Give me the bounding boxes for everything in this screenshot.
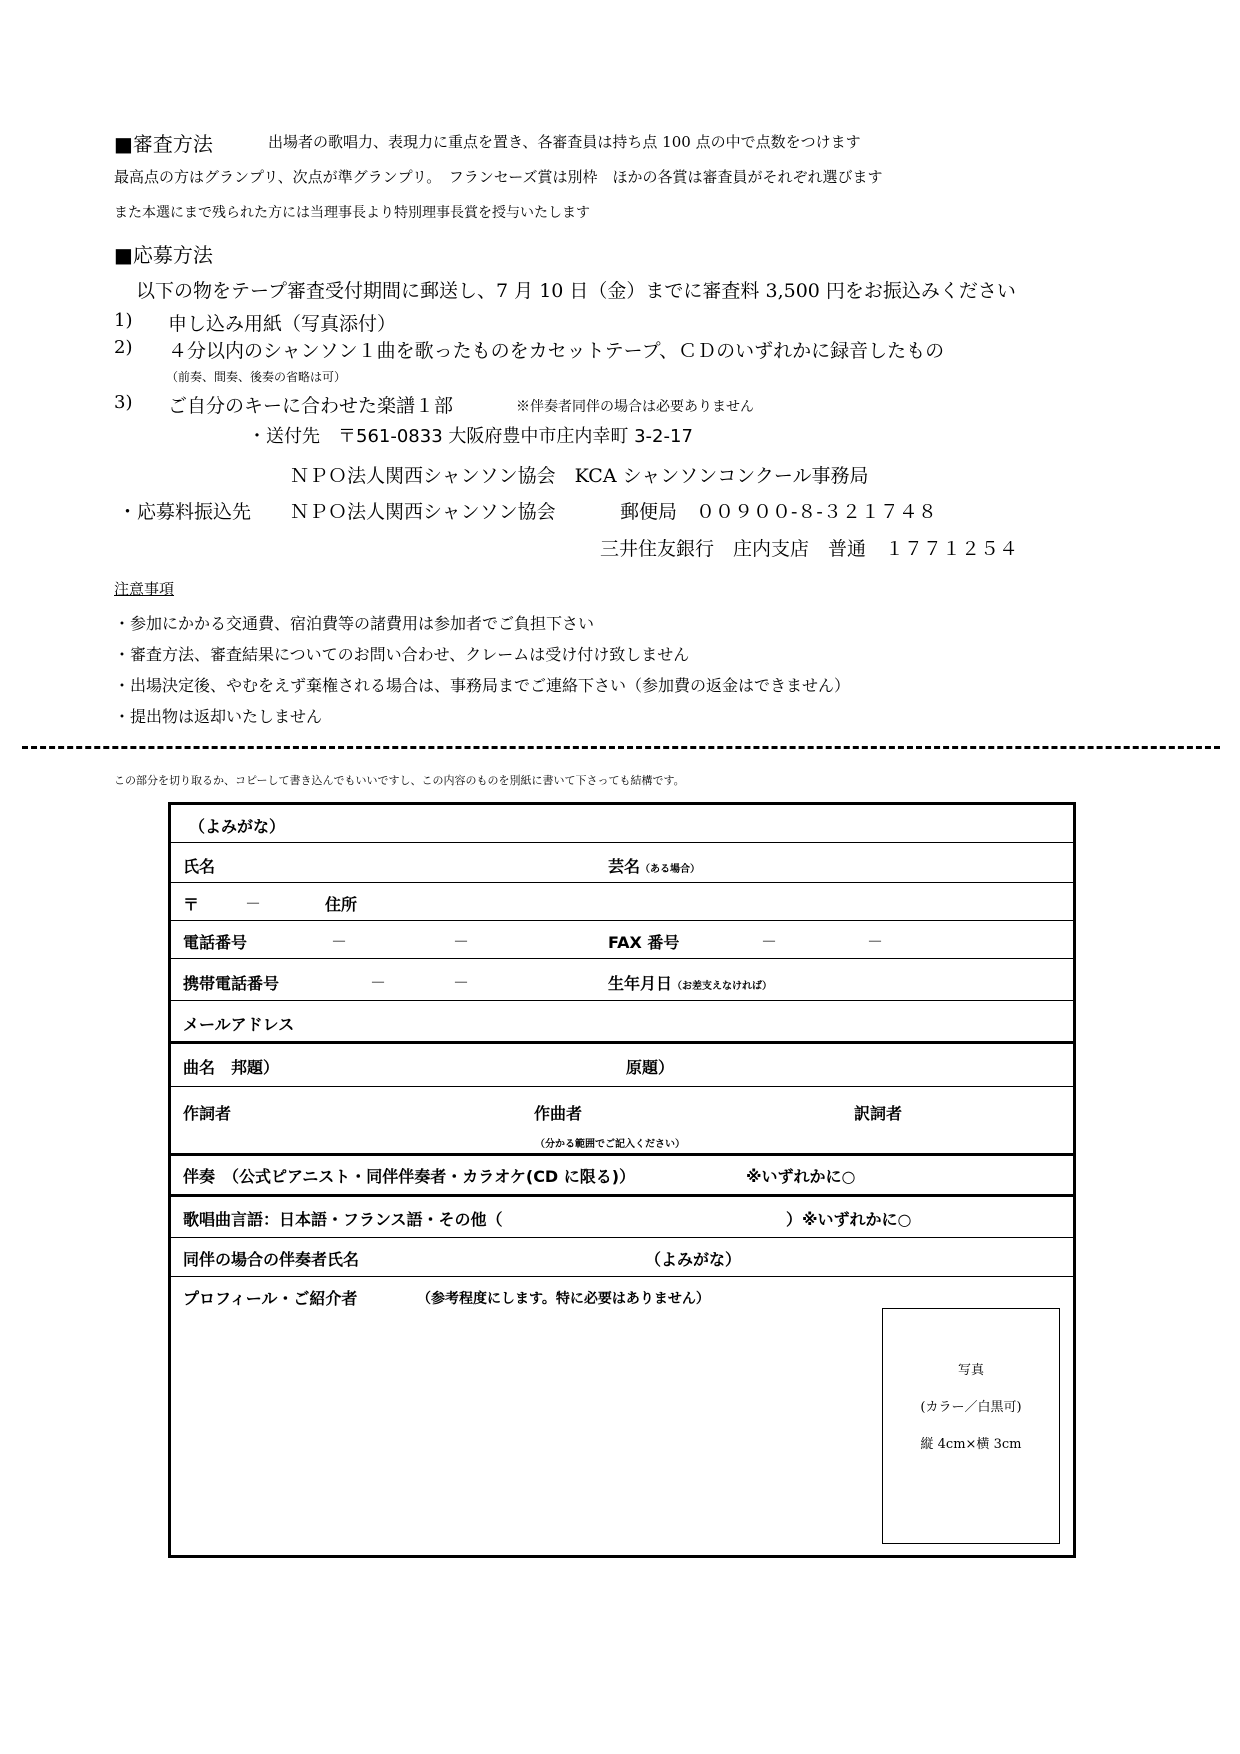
photo-box [882, 1308, 1060, 1544]
item-2-text: ４分以内のシャンソン１曲を歌ったものをカセットテープ、ＣＤのいずれかに録音したもの [168, 340, 945, 362]
composer-label: 作曲者 [534, 1104, 583, 1123]
row-divider [171, 958, 1073, 959]
item-1-number: 1) [114, 310, 133, 331]
note-item: ・提出物は返却いたしません [114, 707, 323, 726]
note-item: ・出場決定後、やむをえず棄権される場合は、事務局までご連絡下さい（参加費の返金はできません） [114, 676, 851, 695]
postal-account: 郵便局 ００９００-８-３２１７４８ [620, 501, 937, 523]
mobile-label: 携帯電話番号 [183, 974, 280, 993]
original-title-label: 原題） [626, 1058, 675, 1077]
row-divider [171, 920, 1073, 921]
application-intro: 以下の物をテープ審査受付期間に郵送し、7 月 10 日（金）までに審査料 3,500 円をお振込みください [136, 280, 1016, 302]
mobile-dash: － [453, 973, 470, 992]
row-divider [171, 1194, 1073, 1197]
photo-color-note: (カラー／白黒可) [920, 1400, 1022, 1415]
fee-organization: ＮＰＯ法人関西シャンソン協会 [290, 501, 556, 523]
item-2-number: 2) [114, 337, 133, 358]
accompaniment-choice-note: ※いずれかに○ [746, 1167, 856, 1186]
fee-label: ・応募料振込先 [118, 501, 252, 523]
row-divider [171, 1276, 1073, 1277]
email-label: メールアドレス [183, 1015, 295, 1034]
profile-note: （参考程度にします。特に必要はありません） [417, 1291, 710, 1307]
fax-label: FAX 番号 [608, 933, 680, 952]
lyricist-label: 作詞者 [183, 1104, 232, 1123]
row-divider [171, 1237, 1073, 1238]
yomigana-label: （よみがな） [189, 817, 286, 836]
phone-dash: － [453, 932, 470, 951]
phone-dash: － [331, 932, 348, 951]
section-heading-application: ■応募方法 [114, 243, 213, 267]
stage-name-label: 芸名（ある場合） [608, 857, 701, 876]
language-label: 歌唱曲言語：日本語・フランス語・その他（ [183, 1210, 503, 1229]
judging-line-2: 最高点の方はグランプリ、次点が準グランプリ。 フランセーズ賞は別枠 ほかの各賞は審査員がそれぞれ選びます [114, 168, 883, 186]
row-divider [171, 882, 1073, 883]
note-item: ・審査方法、審査結果についてのお問い合わせ、クレームは受け付け致しません [114, 645, 690, 664]
postal-code-dash: － [245, 894, 262, 913]
fax-dash: － [761, 932, 778, 951]
phone-label: 電話番号 [183, 933, 248, 952]
mobile-dash: － [370, 973, 387, 992]
photo-label: 写真 [957, 1363, 984, 1378]
address-label: 住所 [325, 895, 358, 914]
row-divider [171, 1153, 1073, 1156]
item-3-number: 3) [114, 392, 133, 413]
row-divider [171, 842, 1073, 843]
cut-instruction: この部分を切り取るか、コピーして書き込んでもいいですし、この内容のものを別紙に書いて下さっても結構です。 [114, 774, 685, 787]
language-choice-note: ）※いずれかに○ [786, 1210, 912, 1229]
accompanist-yomigana-label: （よみがな） [645, 1250, 742, 1269]
name-label: 氏名 [183, 857, 216, 876]
note-item: ・参加にかかる交通費、宿泊費等の諸費用は参加者でご負担下さい [114, 614, 595, 633]
photo-size-note: 縦 4cm×横 3cm [920, 1437, 1022, 1452]
send-to-address: ・送付先 〒561-0833 大阪府豊中市庄内幸町 3-2-17 [248, 426, 693, 447]
range-note: （分かる範囲でご記入ください） [535, 1139, 685, 1150]
fax-dash: － [867, 932, 884, 951]
item-2-note: （前奏、間奏、後奏の省略は可） [166, 370, 347, 384]
item-3-note: ※伴奏者同伴の場合は必要ありません [516, 399, 754, 415]
translator-label: 訳詞者 [854, 1104, 903, 1123]
accompanist-name-label: 同伴の場合の伴奏者氏名 [183, 1250, 360, 1269]
section-heading-judging: ■審査方法 [114, 132, 213, 156]
application-form [168, 802, 1076, 1558]
postal-code-mark: 〒 [183, 895, 200, 914]
item-3-text: ご自分のキーに合わせた楽譜１部 [168, 395, 454, 417]
notes-heading: 注意事項 [114, 580, 175, 598]
judging-line-1: 出場者の歌唱力、表現力に重点を置き、各審査員は持ち点 100 点の中で点数をつけます [268, 133, 861, 151]
item-1-text: 申し込み用紙（写真添付） [168, 313, 397, 335]
birthday-label: 生年月日（お差支えなければ） [608, 974, 773, 993]
accompaniment-label: 伴奏 （公式ピアニスト・同伴伴奏者・カラオケ(CD に限る)） [183, 1167, 636, 1186]
row-divider [171, 1086, 1073, 1087]
cut-line [22, 746, 1220, 749]
judging-line-3: また本選にまで残られた方には当理事長より特別理事長賞を授与いたします [114, 205, 590, 221]
bank-account: 三井住友銀行 庄内支店 普通 １７７１２５４ [600, 538, 1019, 560]
song-title-label: 曲名 邦題） [183, 1058, 280, 1077]
profile-label: プロフィール・ご紹介者 [183, 1289, 358, 1308]
send-to-organization: ＮＰＯ法人関西シャンソン協会 KCA シャンソンコンクール事務局 [290, 465, 869, 487]
row-divider [171, 1000, 1073, 1001]
row-divider [171, 1041, 1073, 1044]
